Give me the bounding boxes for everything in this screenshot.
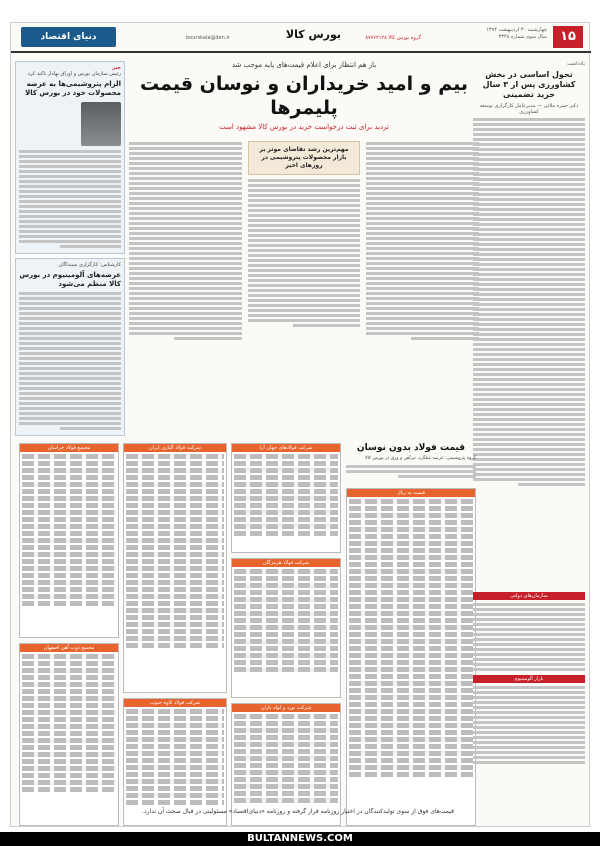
newspaper-page <box>10 22 590 827</box>
issue-number: سال سوم شماره ۳۳۴۸ <box>498 34 547 40</box>
news-box-2 <box>15 258 125 436</box>
article-column-2 <box>248 137 361 437</box>
newspaper-logo: دنیای اقتصاد <box>21 27 116 47</box>
date-line <box>437 27 547 41</box>
publish-date: چهارشنبه ۳۰ اردیبهشت ۱۳۹۴ <box>486 27 547 33</box>
article-deck: تردید برای ثبت درخواست خرید در بورس کالا مشهود است <box>219 123 389 131</box>
opinion-author: دکتر حمزه ملائی — مدیرعامل کارگزاری توسعه کشاورزی <box>479 103 579 115</box>
right-column <box>473 61 585 621</box>
table-header: شرکت فولاد هرمزگان <box>232 559 340 567</box>
table-header: قیمت به ریال <box>347 489 475 497</box>
steel-price-table <box>346 488 476 826</box>
pull-quote-text: مهم‌ترین رشد تقاضای موثر بر بازار محصولات پتروشیمی در روزهای اخیر <box>259 146 349 169</box>
portrait-photo <box>81 102 121 146</box>
pull-quote <box>248 141 361 175</box>
opinion-kicker: یادداشت <box>567 61 585 67</box>
box1-subtitle: رئیس سازمان بورس و اوراق بهادار تاکید کرد <box>27 71 121 77</box>
table-header: شرکت نورد و لوله یاران <box>232 704 340 712</box>
news-box-1 <box>15 61 125 254</box>
page-header <box>11 23 591 53</box>
article-body <box>129 137 479 437</box>
box1-title: الزام پتروشیمی‌ها به عرضه محصولات خود در بورس کالا <box>25 80 121 97</box>
page-number: ۱۵ <box>553 26 583 48</box>
price-table-mid2-middle <box>231 558 341 698</box>
article-headline: بیم و امید خریداران و نوسان قیمت پلیمرها <box>139 73 469 119</box>
table-header: مجتمع ذوب آهن اصفهان <box>20 644 118 652</box>
price-table-left-top <box>19 443 119 638</box>
steel-article <box>346 443 476 480</box>
government-band: سازمان‌های دولتی <box>473 592 585 600</box>
table-header: شرکت فولادهای جهان آرا <box>232 444 340 452</box>
article-kicker: باز هم انتظار برای اعلام قیمت‌های پایه موجب شد <box>231 61 377 69</box>
opinion-body <box>473 118 585 486</box>
box2-title: عرضه‌های آلومینیوم در بورس کالا منظم می‌شود <box>19 271 121 288</box>
page-footer: قیمت‌های فوق از سوی تولیدکنندگان در اختیار روزنامه قرار گرفته و روزنامه «دنیای‌اقتصاد» مسئولیتی در قبال صحت آن ندارد. <box>142 808 454 815</box>
watermark: BULTANNEWS.COM <box>0 832 600 846</box>
steel-text: گروه پتروشیمی: عرضه میلگرد، تیرآهن و ورق در بورس کالا <box>364 456 476 461</box>
price-table-mid2-top <box>231 443 341 553</box>
table-header: مجتمع فولاد خراسان <box>20 444 118 452</box>
steel-title: قیمت فولاد بدون نوسان <box>356 443 466 453</box>
box1-body <box>19 150 121 248</box>
table-header: شرکت فولاد آلیاژی ایران <box>124 444 226 452</box>
section-title: بورس کالا <box>285 28 341 41</box>
steel-body <box>346 465 476 478</box>
box2-body <box>19 292 121 430</box>
website: bourskala@den.ir <box>186 35 230 41</box>
opinion-title: تحول اساسی در بخش کشاورزی پس از ۳ سال خرید تضمینی <box>482 70 576 99</box>
price-table-mid1-bottom <box>123 698 227 826</box>
box2-subtitle: کارشناس: کارگزاری سینداگان <box>58 262 121 268</box>
article-column-3 <box>129 140 242 437</box>
box1-kicker: خبر <box>112 65 121 71</box>
price-table-left-bottom <box>19 643 119 826</box>
aluminium-band: بازار آلومینیوم <box>473 675 585 683</box>
agri-tables <box>473 588 585 828</box>
phone-number: گروه بورس کالا ۸۷۷۶۲۱۲۸ <box>365 35 421 41</box>
main-article <box>129 61 479 421</box>
price-table-mid1-top <box>123 443 227 693</box>
table-header: شرکت فولاد کاوه جنوب <box>124 699 226 707</box>
article-column-1 <box>366 140 479 437</box>
